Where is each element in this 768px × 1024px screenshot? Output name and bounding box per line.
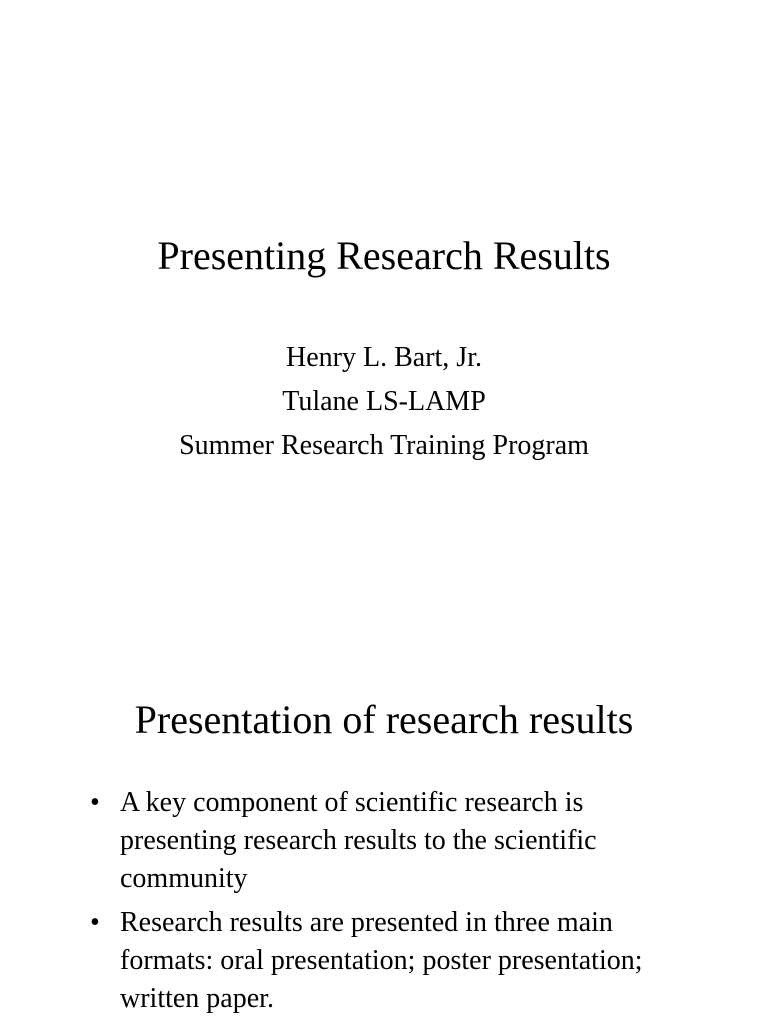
affiliation: Tulane LS-LAMP bbox=[282, 386, 486, 417]
bullet-text: Research results are presented in three main formats: oral presentation; poster presentation; written paper. bbox=[120, 907, 643, 1014]
list-item bbox=[90, 904, 690, 1018]
program-name: Summer Research Training Program bbox=[179, 430, 589, 461]
slide-title: Presentation of research results bbox=[134, 697, 634, 742]
bullet-text: A key component of scientific research is presenting research results to the scientific community bbox=[120, 787, 597, 894]
subtitle-block bbox=[0, 336, 768, 468]
author-name: Henry L. Bart, Jr. bbox=[286, 342, 482, 373]
bullet-list bbox=[90, 784, 690, 1024]
bullet-icon: • bbox=[90, 907, 100, 938]
bullet-icon: • bbox=[90, 787, 100, 818]
content-slide bbox=[0, 512, 768, 1024]
list-item bbox=[90, 784, 690, 898]
slide-title: Presenting Research Results bbox=[157, 233, 611, 278]
